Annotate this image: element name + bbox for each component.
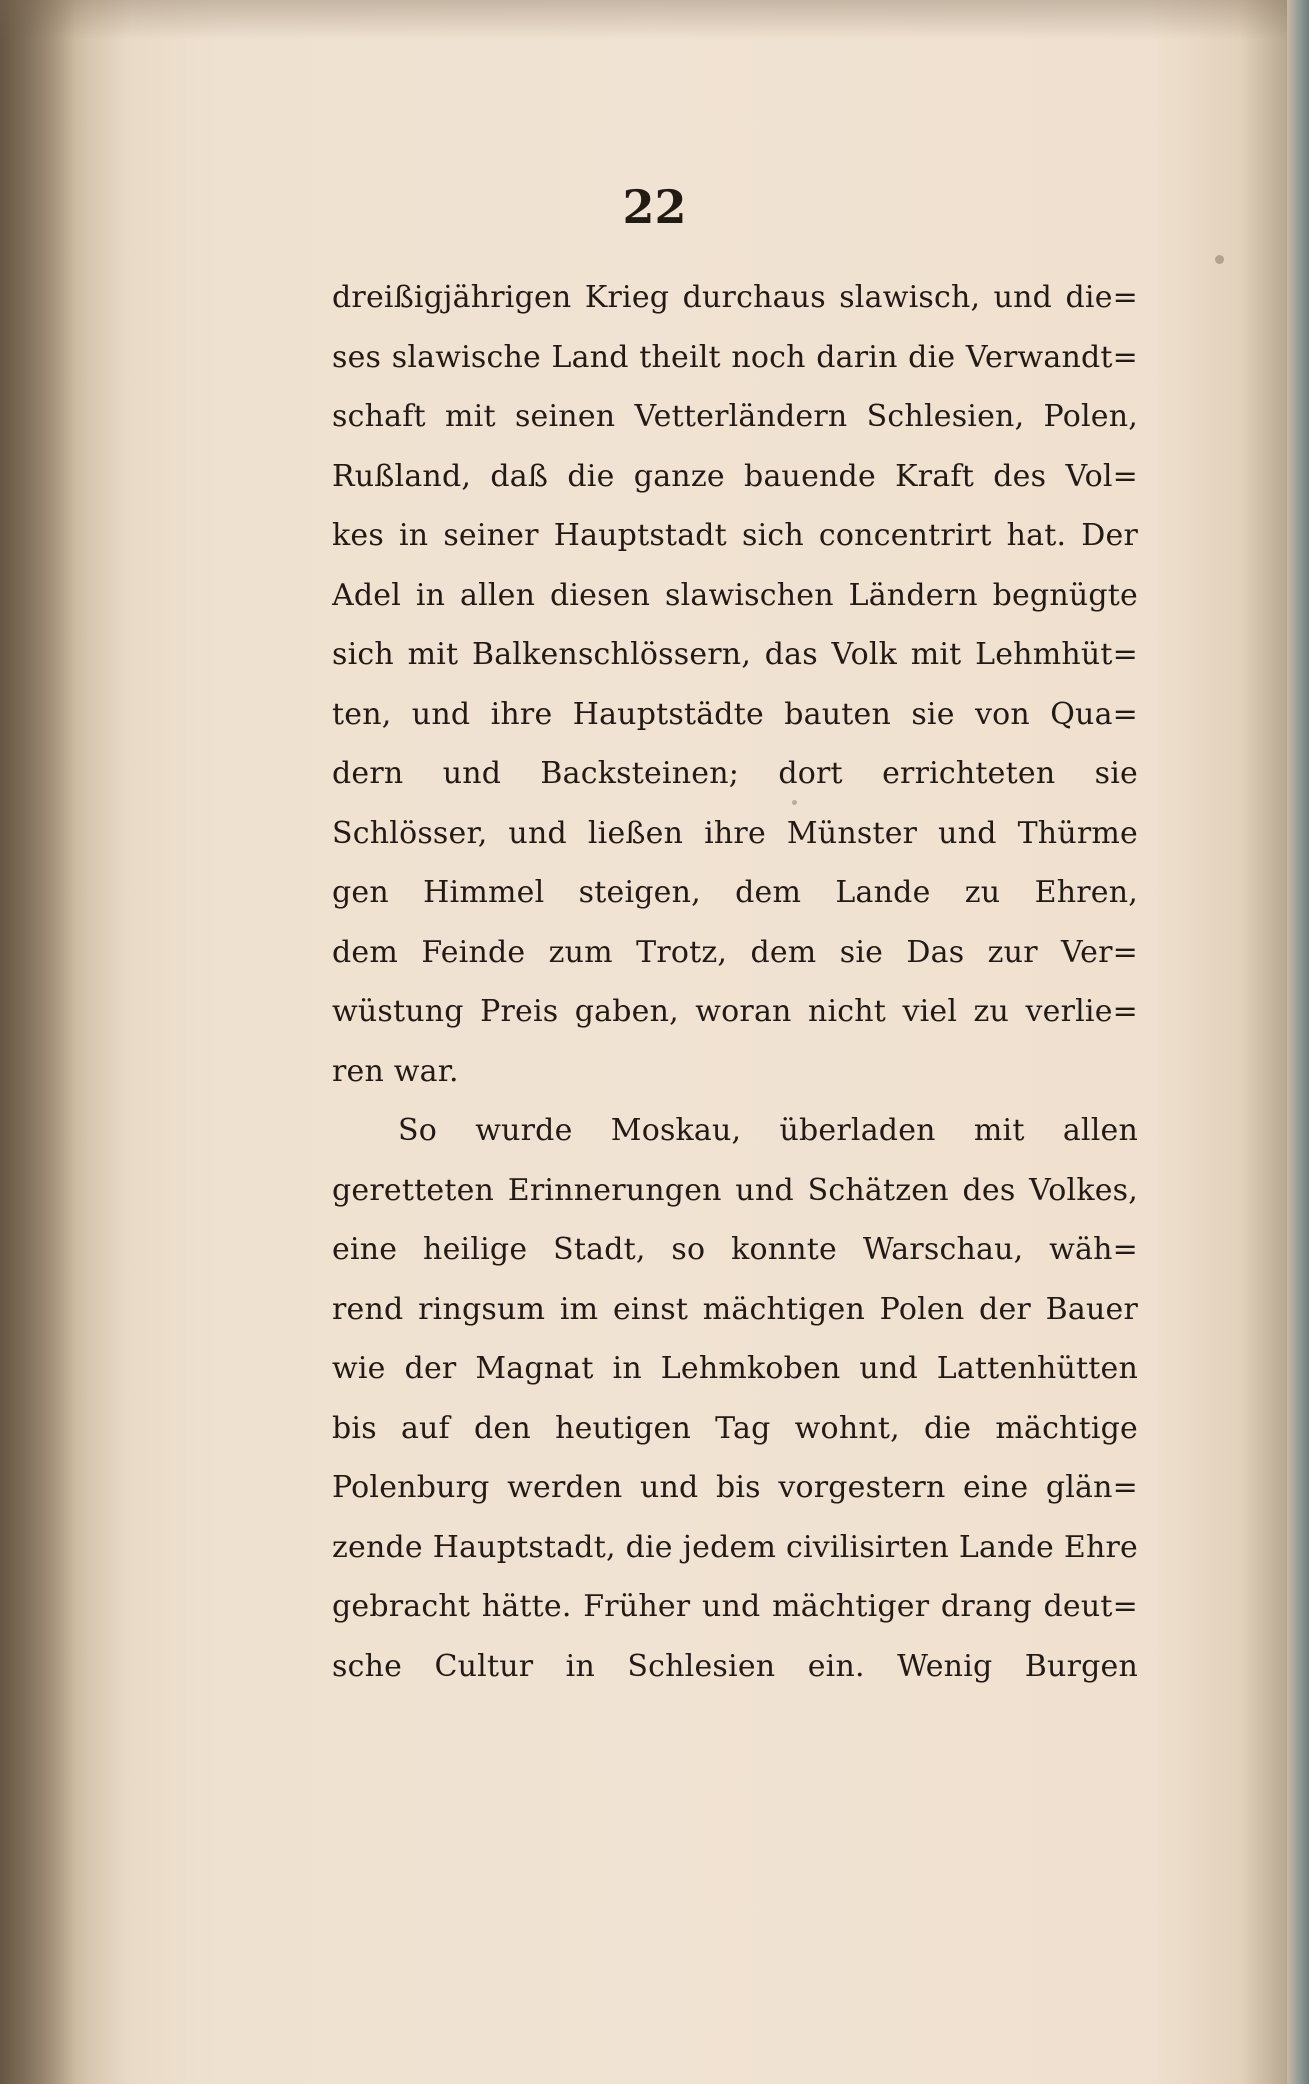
text-line: wie der Magnat in Lehmkoben und Lattenhütten	[332, 1351, 1138, 1386]
text-line: sich mit Balkenschlössern, das Volk mit Lehmhüt=	[332, 637, 1138, 672]
text-line: Polenburg werden und bis vorgestern eine glän=	[332, 1470, 1138, 1505]
text-line: ten, und ihre Hauptstädte bauten sie von Qua=	[332, 696, 1138, 732]
text-line: sche Cultur in Schlesien ein. Wenig Burgen	[332, 1648, 1138, 1684]
text-line: ren war.	[332, 1053, 459, 1089]
paper-spot	[792, 800, 797, 805]
text-line: Schlösser, und ließen ihre Münster und Thürme	[332, 815, 1138, 851]
paper-spot	[1215, 255, 1224, 264]
text-line: So wurde Moskau, überladen mit allen	[398, 1113, 1138, 1148]
text-line: gen Himmel steigen, dem Lande zu Ehren,	[332, 875, 1138, 910]
text-line: bis auf den heutigen Tag wohnt, die mächtige	[332, 1410, 1138, 1446]
body-text	[332, 268, 1138, 1696]
text-line: kes in seiner Hauptstadt sich concentrirt hat. Der	[332, 518, 1138, 553]
text-line: Adel in allen diesen slawischen Ländern begnügte	[332, 577, 1138, 613]
text-line: schaft mit seinen Vetterländern Schlesien, Polen,	[332, 399, 1138, 434]
text-line: rend ringsum im einst mächtigen Polen der Bauer	[332, 1291, 1138, 1327]
top-edge-shade	[0, 0, 1309, 40]
text-line: wüstung Preis gaben, woran nicht viel zu verlie=	[332, 994, 1138, 1029]
text-line: eine heilige Stadt, so konnte Warschau, wäh=	[332, 1232, 1138, 1267]
text-line: dern und Backsteinen; dort errichteten sie	[332, 756, 1138, 791]
binding-shadow	[0, 0, 75, 2084]
text-line: dem Feinde zum Trotz, dem sie Das zur Ver=	[332, 934, 1138, 970]
text-line: dreißigjährigen Krieg durchaus slawisch, und die=	[332, 280, 1138, 315]
text-line: gebracht hätte. Früher und mächtiger drang deut=	[332, 1589, 1138, 1624]
text-line: ses slawische Land theilt noch darin die Verwandt=	[332, 339, 1138, 375]
text-line: geretteten Erinnerungen und Schätzen des Volkes,	[332, 1172, 1138, 1208]
page-edge	[1287, 0, 1309, 2084]
text-line: Rußland, daß die ganze bauende Kraft des Vol=	[332, 458, 1138, 494]
text-line: zende Hauptstadt, die jedem civilisirten Lande Ehre	[332, 1529, 1138, 1565]
page-number: 22	[622, 180, 687, 234]
